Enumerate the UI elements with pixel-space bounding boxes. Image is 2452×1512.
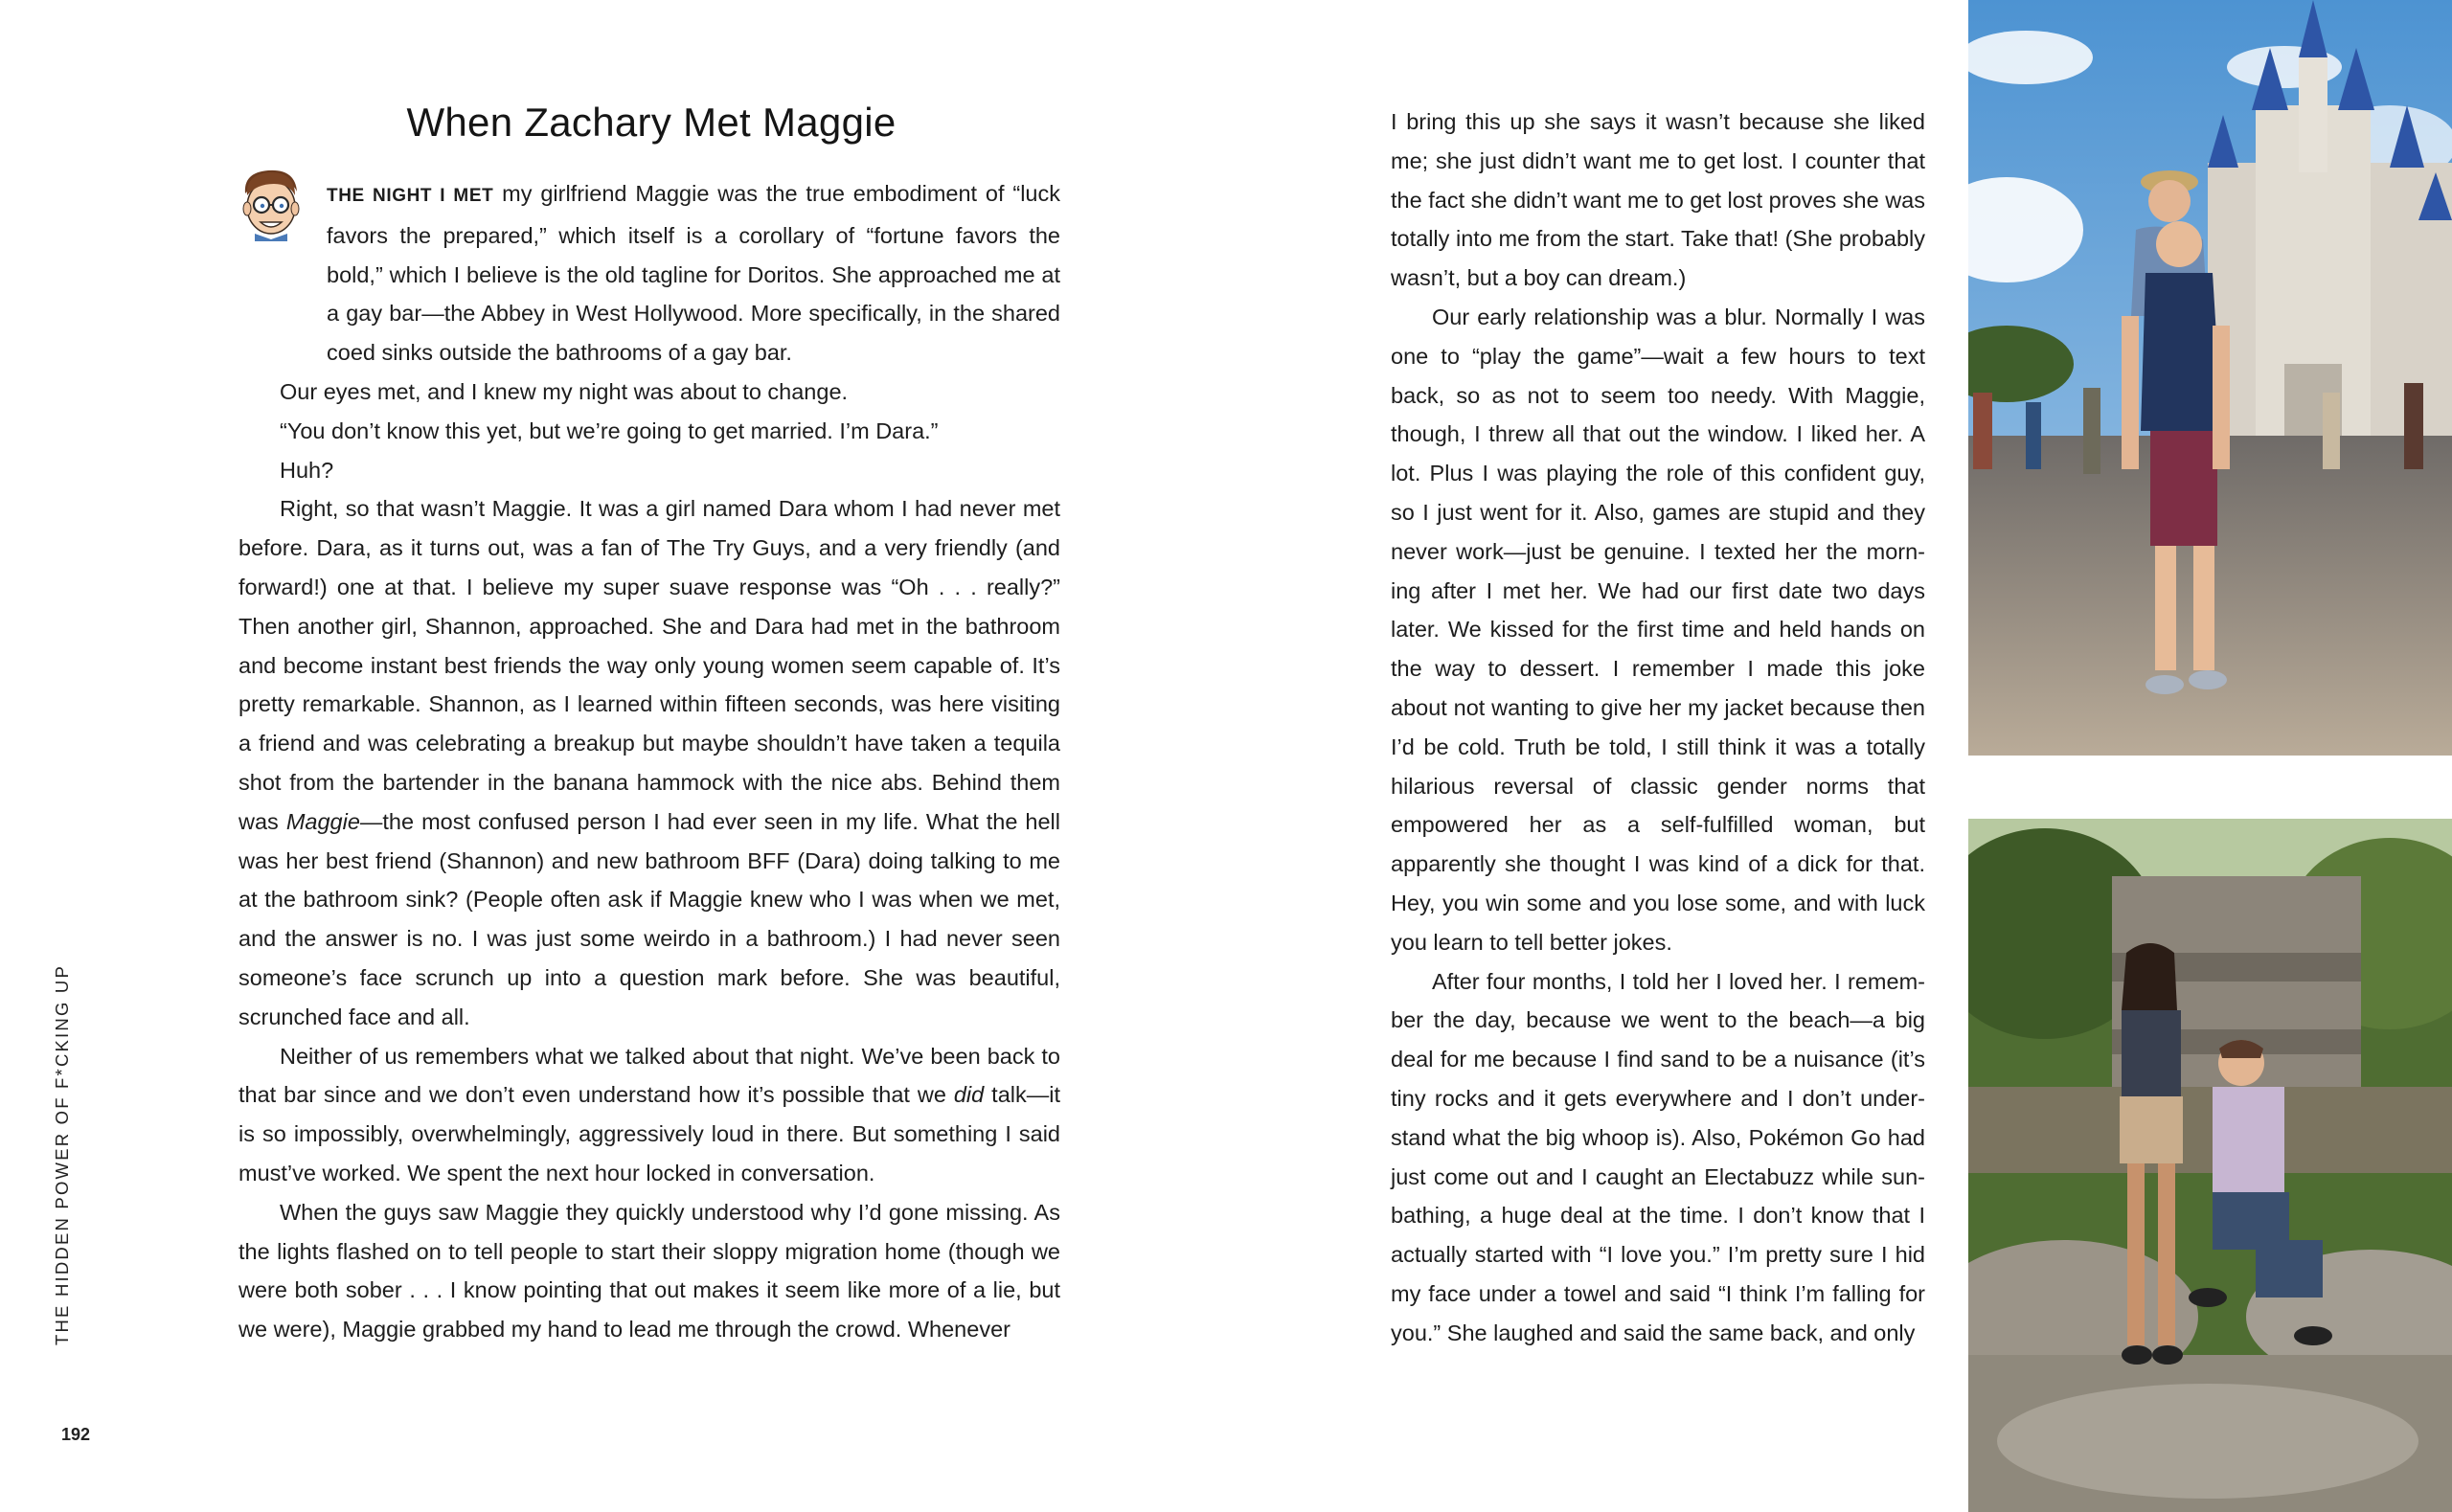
paragraph-text: Right, so that wasn’t Maggie. It was a girl named Dara whom I had never met before. Dara, as it turns out, was a fan of The Try Guys, and a very friendly (and forward!) one at that. I believe my super suave response was “Oh . . . really?” Then another girl, Shannon, approached. She and Dara had met in the bathroom and become instant best friends the way only young women seem capable of. It’s pretty remarkable. Shannon, as I learned within fifteen seconds, was here visiting a friend and was celebrating a breakup but maybe shouldn’t have taken a tequila shot from the bartender in the banana hammock with the nice abs. Behind them was (238, 496, 1060, 834)
italic-word: did (953, 1082, 985, 1108)
paragraph: When the guys saw Maggie they quickly understood why I’d gone missing. As the lights flashed on to tell people to start their sloppy migration home (though we were both sober . . . I know pointing that out makes it seem like more of a lie, but we were), Maggie grabbed my hand to lead me through the crowd. Whenever (238, 1199, 1060, 1343)
castle-photo-illustration (1968, 0, 2452, 756)
paragraph: I bring this up she says it wasn’t because she liked me; she just didn’t want me to get lost. I counter that the fact she didn’t want me to get lost proves she was totally into me from the start. Take that! (She probably wasn’t, but a boy can dream.) (1391, 109, 1925, 291)
paragraph: Our early relationship was a blur. Normally I was one to “play the game”—wait a few hours to text back, so as not to seem too needy. With Maggie, though, I threw all that out the window. I liked her. A lot. Plus I was playing the role of this confident guy, so I just went for it. Also, games are stupid and they never work—just be genuine. I texted her the morning after I met her. We had our first date two days later. We kissed for the first time and held hands on the way to dessert. I remember I made this joke about not wanting to give her my jacket because then I’d be cold. Truth be told, I still think it was a totally hilarious reversal of classic gender norms that empowered her as a self-fulfilled woman, but apparently she thought I was kind of a dick for that. Hey, you win some and you lose some, and with luck you learn to tell better jokes. (1391, 304, 1925, 955)
paragraph (238, 1037, 1060, 1193)
italic-name: Maggie (285, 808, 360, 834)
paragraph: Our eyes met, and I knew my night was about to change. (280, 378, 849, 404)
chapter-title: When Zachary Met Maggie (406, 100, 897, 145)
paragraph: After four months, I told her I loved her. I remember the day, because we went to the beach—a big deal for me because I find sand to be a nuisance (it’s tiny rocks and it gets everywhere and I don’t understand what the big whoop is). Also, Pokémon Go had just come out and I caught an Electabuzz while sunbathing, a huge deal at the time. I don’t know that I actually started with “I love you.” I’m pretty sure I hid my face under a towel and said “I think I’m falling for you.” She laughed and said the same back, and only (1391, 968, 1925, 1345)
paragraph-text: talk—it is so impossibly, overwhelmingly, aggressively loud in there. But something I said must’ve worked. We spent the next hour locked in conversation. (238, 1082, 1060, 1185)
running-head-spine: THE HIDDEN POWER OF F*CKING UP (52, 964, 72, 1345)
left-text-column (238, 174, 1060, 1349)
opening-paragraph (238, 174, 1060, 372)
paragraph: Huh? (280, 457, 334, 483)
photo-castle-piggyback (1968, 0, 2452, 756)
right-text-column (1391, 102, 1925, 1353)
photo-waterfall-rocks (1968, 819, 2452, 1512)
lead-in-small-caps: THE NIGHT I MET (327, 186, 494, 206)
paragraph-text: —the most confused person I had ever seen in my life. What the hell was her best friend (Shannon) and new bathroom BFF (Dara) doing talking to me at the bathroom sink? (People often ask if Maggie knew who I was when we met, and the answer is no. I was just some weirdo in a bathroom.) I had never seen someone’s face scrunch up into a question mark before. She was beautiful, scrunched face and all. (238, 808, 1060, 1029)
paragraph-text: Neither of us remembers what we talked about that night. We’ve been back to that bar since and we don’t even understand how it’s possible that we (238, 1043, 1060, 1108)
paragraph: “You don’t know this yet, but we’re going to get married. I’m Dara.” (280, 417, 939, 443)
page-number: 192 (61, 1425, 91, 1444)
waterfall-photo-illustration (1968, 819, 2452, 1512)
paragraph (238, 489, 1060, 1036)
opening-paragraph-text: my girlfriend Maggie was the true embodiment of “luck favors the prepared,” which itself is a corollary of “fortune favors the bold,” which I believe is the old tagline for Doritos. She approached me at a gay bar—the Abbey in West Hollywood. More specifically, in the shared coed sinks outside the bathrooms of a gay bar. (327, 181, 1061, 366)
